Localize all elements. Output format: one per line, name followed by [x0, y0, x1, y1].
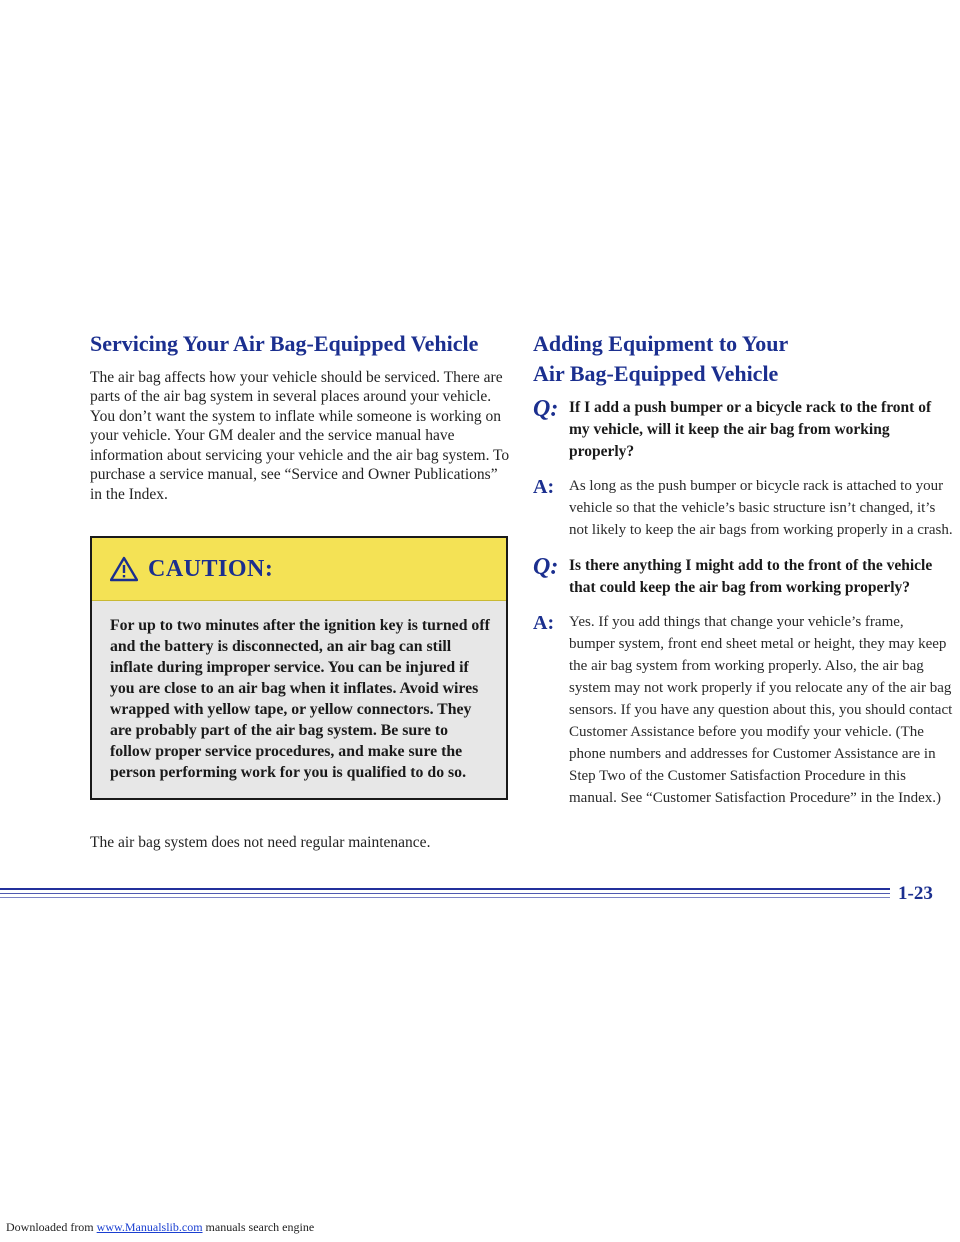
maintenance-note: The air bag system does not need regular maintenance.	[90, 834, 431, 851]
rule-line	[0, 897, 890, 898]
warning-triangle-icon	[110, 556, 138, 582]
question-2	[533, 555, 953, 599]
caution-box	[90, 536, 508, 800]
caution-header	[92, 538, 506, 601]
question-1-text: If I add a push bumper or a bicycle rack to the front of my vehicle, will it keep the air bag from working properly?	[569, 399, 932, 460]
page-number: 1-23	[898, 883, 933, 904]
footer-rules	[0, 884, 960, 914]
answer-1	[533, 475, 953, 541]
caution-label: CAUTION:	[148, 555, 274, 582]
download-footer	[6, 1220, 314, 1235]
answer-2	[533, 611, 953, 809]
rule-line	[0, 893, 890, 894]
answer-mark: A:	[533, 612, 555, 634]
question-1	[533, 397, 953, 463]
question-mark: Q:	[533, 396, 559, 422]
question-2-text: Is there anything I might add to the front of the vehicle that could keep the air bag from working properly?	[569, 557, 933, 596]
answer-2-text: Yes. If you add things that change your vehicle’s frame, bumper system, front end sheet metal or height, they may keep the air bag system from working properly. Also, the air bag system may not work properly if you relocate any of the air bag sensors. If you have any question about this, you should contact Customer Assistance before you modify your vehicle. (The phone numbers and addresses for Customer Assistance are in Step Two of the Customer Satisfaction Procedure in this manual. See “Customer Satisfaction Procedure” in the Index.)	[569, 614, 953, 806]
footer-suffix: manuals search engine	[205, 1220, 315, 1234]
servicing-intro: The air bag affects how your vehicle should be serviced. There are parts of the air bag system in several places around your vehicle. You don’t want the system to inflate while someone is working on your vehicle. Your GM dealer and the service manual have information about servicing your vehicle and the air bag system. To purchase a service manual, see “Service and Owner Publications” in the Index.	[90, 368, 510, 503]
answer-1-text: As long as the push bumper or bicycle rack is attached to your vehicle so that the vehicle’s basic structure isn’t changed, it’s not likely to keep the air bags from working properly in a crash.	[569, 478, 953, 538]
caution-text: For up to two minutes after the ignition key is turned off and the battery is disconnected, an air bag can still inflate during improper service. You can be injured if you are close to an air bag when it inflates. Avoid wires wrapped with yellow tape, or yellow connectors. They are probably part of the air bag system. Be sure to follow proper service procedures, and make sure the person performing work for you is qualified to do so.	[110, 617, 490, 781]
servicing-heading: Servicing Your Air Bag-Equipped Vehicle	[90, 331, 479, 356]
footer-prefix: Downloaded from	[6, 1220, 94, 1234]
adding-heading-line2: Air Bag-Equipped Vehicle	[533, 360, 779, 386]
left-column	[90, 330, 510, 504]
right-column	[533, 330, 953, 809]
answer-mark: A:	[533, 476, 555, 498]
manualslib-link[interactable]: www.Manualslib.com	[96, 1220, 203, 1234]
rule-line	[0, 888, 890, 890]
adding-heading-line1: Adding Equipment to Your	[533, 331, 789, 356]
question-mark: Q:	[533, 554, 559, 580]
